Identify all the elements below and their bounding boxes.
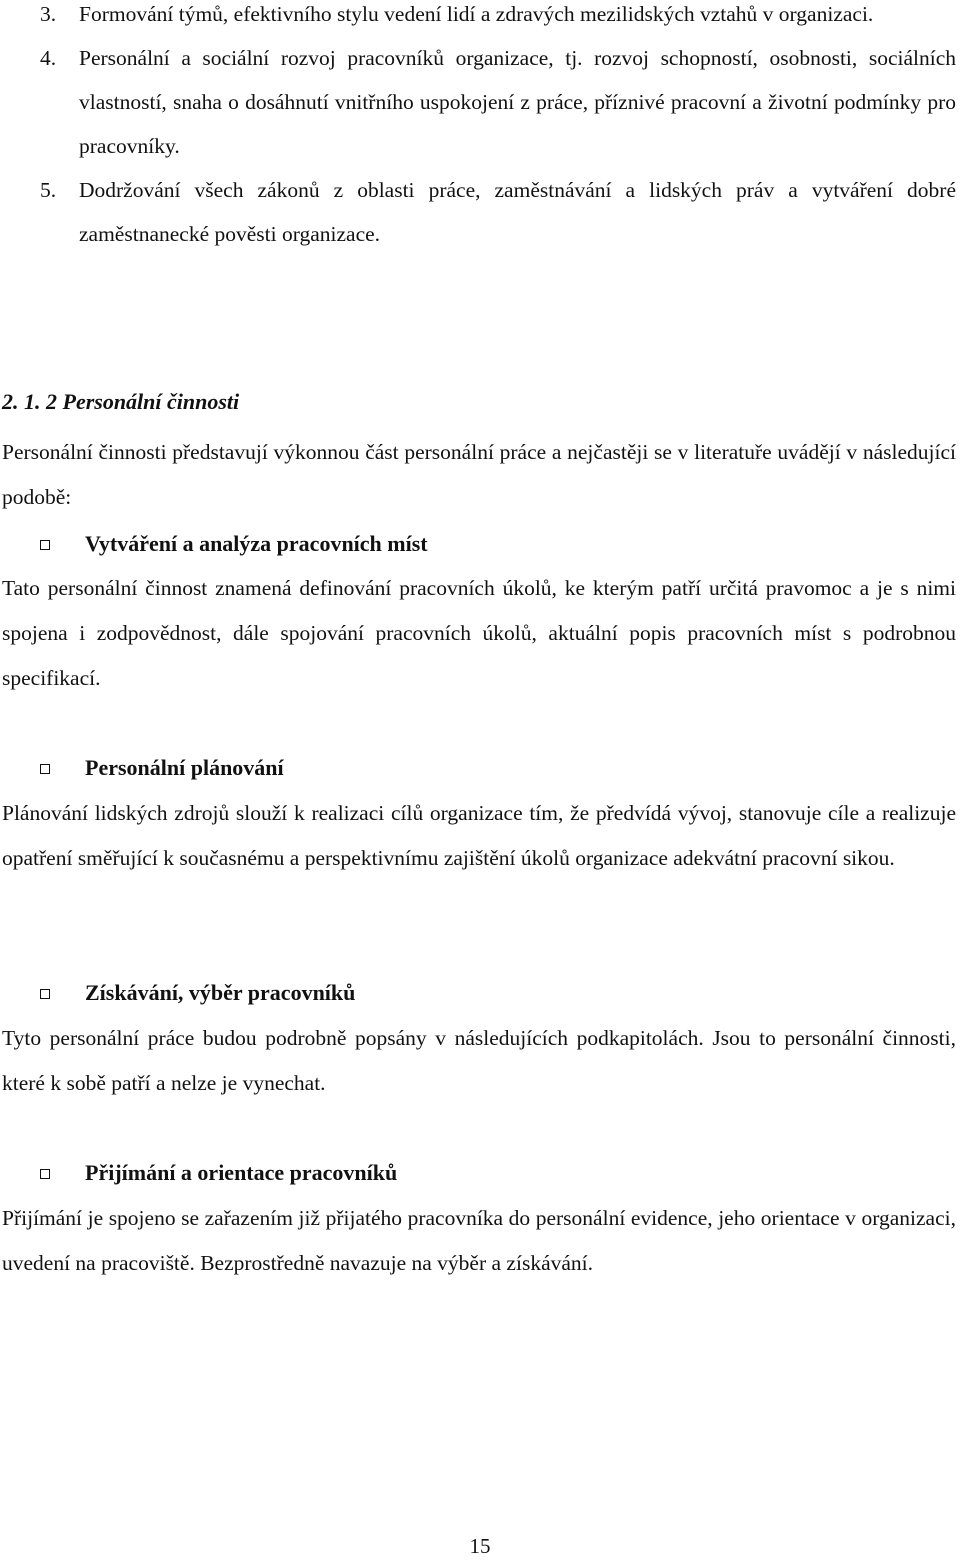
bullet-heading bbox=[40, 748, 284, 788]
bullet-heading-text: Získávání, výběr pracovníků bbox=[85, 980, 356, 1005]
list-item bbox=[0, 168, 960, 256]
page-number: 15 bbox=[469, 1534, 491, 1558]
bullet-heading-text: Vytváření a analýza pracovních míst bbox=[85, 531, 428, 556]
list-item-text: Formování týmů, efektivního stylu vedení lidí a zdravých mezilidských vztahů v organizaci. bbox=[79, 2, 874, 26]
list-item-text: Personální a sociální rozvoj pracovníků organizace, tj. rozvoj schopností, osobnosti, sociálních vlastností, snaha o dosáhnutí vnitřního uspokojení z práce, příznivé pracovní a životní podmínky pro pracovníky. bbox=[79, 46, 956, 158]
body-paragraph: Přijímání je spojeno se zařazením již přijatého pracovníka do personální evidence, jeho orientace v organizaci, uvedení na pracoviště. Bezprostředně navazuje na výběr a získávání. bbox=[2, 1206, 956, 1275]
checkbox-bullet-icon bbox=[40, 1169, 50, 1179]
checkbox-bullet-icon bbox=[40, 764, 50, 774]
bullet-heading bbox=[40, 973, 355, 1013]
body-paragraph: Plánování lidských zdrojů slouží k realizaci cílů organizace tím, že předvídá vývoj, stanovuje cíle a realizuje opatření směřující k současnému a perspektivnímu zajištění úkolů organizace adekvátní pracovní sikou. bbox=[2, 801, 956, 870]
numbered-list bbox=[0, 0, 960, 256]
intro-paragraph: Personální činnosti představují výkonnou část personální práce a nejčastěji se v literatuře uvádějí v následující podobě: bbox=[2, 440, 956, 509]
list-item-text: Dodržování všech zákonů z oblasti práce, zaměstnávání a lidských práv a vytváření dobré zaměstnanecké pověsti organizace. bbox=[79, 178, 956, 246]
body-paragraph: Tato personální činnost znamená definování pracovních úkolů, ke kterým patří určitá pravomoc a je s nimi spojena i zodpovědnost, dále spojování pracovních úkolů, aktuální popis pracovních míst s podrobnou specifikací. bbox=[2, 576, 956, 690]
checkbox-bullet-icon bbox=[40, 989, 50, 999]
list-item bbox=[0, 36, 960, 168]
list-item-number: 4. bbox=[40, 46, 57, 70]
bullet-heading bbox=[40, 1153, 397, 1193]
section-heading: 2. 1. 2 Personální činnosti bbox=[2, 389, 240, 414]
list-item-number: 5. bbox=[40, 178, 57, 202]
bullet-heading-text: Přijímání a orientace pracovníků bbox=[85, 1160, 398, 1185]
body-paragraph: Tyto personální práce budou podrobně popsány v následujících podkapitolách. Jsou to personální činnosti, které k sobě patří a nelze je vynechat. bbox=[2, 1026, 956, 1095]
checkbox-bullet-icon bbox=[40, 540, 50, 550]
bullet-heading bbox=[40, 524, 428, 564]
list-item bbox=[0, 0, 960, 36]
list-item-number: 3. bbox=[40, 2, 57, 26]
bullet-heading-text: Personální plánování bbox=[85, 755, 284, 780]
